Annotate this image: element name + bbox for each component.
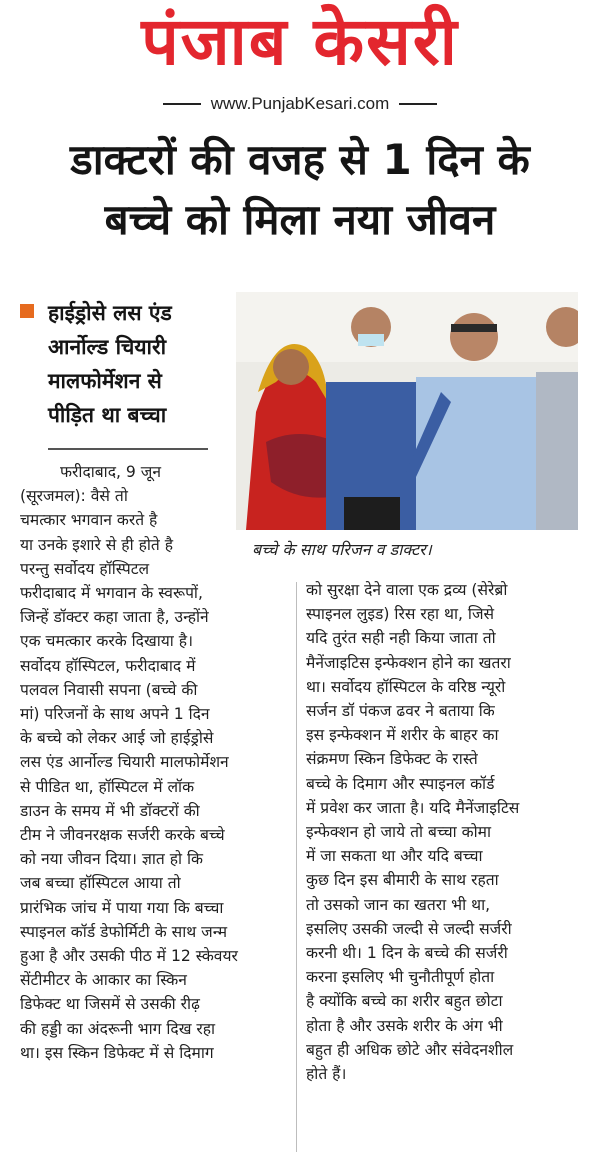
article-line: टीम ने जीवनरक्षक सर्जरी करके बच्चे [20, 826, 225, 845]
headline-line-2: बच्चे को मिला नया जीवन [104, 195, 496, 244]
article-line: सर्वोदय हॉस्पिटल, फरीदाबाद में [20, 656, 196, 675]
article-line: यदि तुरंत सही नही किया जाता तो [306, 629, 496, 648]
article-line: पलवल निवासी सपना (बच्चे की [20, 680, 198, 699]
article-line: प्रारंभिक जांच में पाया गया कि बच्चा [20, 898, 224, 917]
article-column-right [306, 578, 578, 1086]
article-line: स्पाइनल लुइड) रिस रहा था, जिसे [306, 605, 495, 624]
article-line: एक चमत्कार करके दिखाया है। [20, 632, 193, 651]
article-line: से पीडित था, हॉस्पिटल में लॉक [20, 777, 195, 796]
article-line: बहुत ही अधिक छोटे और संवेदनशील [306, 1040, 514, 1059]
subheadline-line: मालफोर्मेशन से [48, 369, 162, 393]
article-line: जब बच्चा हॉस्पिटल आया तो [20, 874, 181, 893]
subheadline-line: आर्नोल्ड चियारी [48, 335, 167, 359]
square-bullet-icon [20, 304, 34, 318]
article-line: होते हैं। [306, 1065, 347, 1084]
article-line: होता है और उसके शरीर के अंग भी [306, 1016, 503, 1035]
article-line: है क्योंकि बच्चे का शरीर बहुत छोटा [306, 992, 503, 1011]
newspaper-title: पंजाब केसरी [141, 3, 459, 80]
article-line: मां) परिजनों के साथ अपने 1 दिन [20, 705, 210, 724]
article-line: को सुरक्षा देने वाला एक द्रव्य (सेरेब्रो [306, 581, 508, 599]
article-line: था। सर्वोदय हॉस्पिटल के वरिष्ठ न्यूरो [306, 677, 506, 696]
column-divider [296, 582, 297, 1152]
article-line: करना इसलिए भी चुनौतीपूर्ण होता [306, 968, 495, 987]
subheadline-line: पीड़ित था बच्चा [48, 403, 167, 427]
article-line: फरीदाबाद, 9 जून [60, 463, 161, 481]
article-column-left [20, 460, 288, 1065]
url-rule-left [163, 103, 201, 105]
article-line: के बच्चे को लेकर आई जो हाईड्रोसे [20, 729, 214, 748]
article-line: तो उसको जान का खतरा भी था, [306, 895, 491, 914]
article-line: को नया जीवन दिया। ज्ञात हो कि [20, 850, 203, 869]
masthead [0, 0, 600, 120]
article-line: बच्चे के दिमाग और स्पाइनल कॉर्ड [306, 774, 495, 793]
article-line: की हड्डी का अंदरूनी भाग दिख रहा [20, 1019, 216, 1038]
article-line: या उनके इशारे से ही होते है [20, 535, 174, 554]
article-line: इसलिए उसकी जल्दी से जल्दी सर्जरी [306, 919, 512, 938]
headline [10, 130, 590, 250]
article-line: (सूरजमल): वैसे तो [20, 487, 128, 506]
article-line: सर्जन डॉ पंकज ढवर ने बताया कि [306, 702, 495, 721]
article-line: सेंटीमीटर के आकार का स्किन [20, 971, 187, 990]
article-line: इन्फेक्शन हो जाये तो बच्चा कोमा [306, 823, 492, 842]
article-line: में जा सकता था और यदि बच्चा [306, 847, 483, 866]
article-line: में प्रवेश कर जाता है। यदि मैनेंजाइटिस [306, 798, 520, 817]
subheadline-underline [48, 448, 208, 450]
website-url: www.PunjabKesari.com [210, 94, 390, 113]
article-line: फरीदाबाद में भगवान के स्वरूपों, [20, 584, 203, 603]
article-line: करनी थी। 1 दिन के बच्चे की सर्जरी [306, 944, 508, 963]
article-line: लस एंड आर्नोल्ड चियारी मालफोर्मेशन [20, 753, 229, 772]
article-line: डाउन के समय में भी डॉक्टरों की [20, 801, 200, 820]
article-line: था। इस स्किन डिफेक्ट में से दिमाग [20, 1043, 214, 1062]
article-line: चमत्कार भगवान करते है [20, 511, 158, 530]
article-line: हुआ है और उसकी पीठ में 12 स्केवयर [20, 947, 238, 966]
article-line: जिन्हें डॉक्टर कहा जाता है, उन्होंने [20, 608, 209, 627]
article-line: संक्रमण स्किन डिफेक्ट के रास्ते [306, 750, 478, 769]
subheadline [48, 296, 220, 432]
headline-line-1: डाक्टरों की वजह से 1 दिन के [70, 135, 530, 184]
article-line: मैनेंजाइटिस इन्फेक्शन होने का खतरा [306, 653, 511, 672]
subheadline-line: हाईड्रोसे लस एंड [48, 301, 172, 325]
article-line: इस इन्फेक्शन में शरीर के बाहर का [306, 726, 499, 745]
article-line: कुछ दिन इस बीमारी के साथ रहता [306, 871, 499, 890]
article-line: परन्तु सर्वोदय हॉस्पिटल [20, 559, 150, 578]
masthead-url-row [0, 92, 600, 116]
article-line: डिफेक्ट था जिसमें से उसकी रीढ़ [20, 995, 200, 1014]
article-line: स्पाइनल कॉर्ड डेफोर्मिटी के साथ जन्म [20, 922, 228, 941]
photo-caption: बच्चे के साथ परिजन व डाक्टर। [252, 540, 432, 559]
url-rule-right [399, 103, 437, 105]
